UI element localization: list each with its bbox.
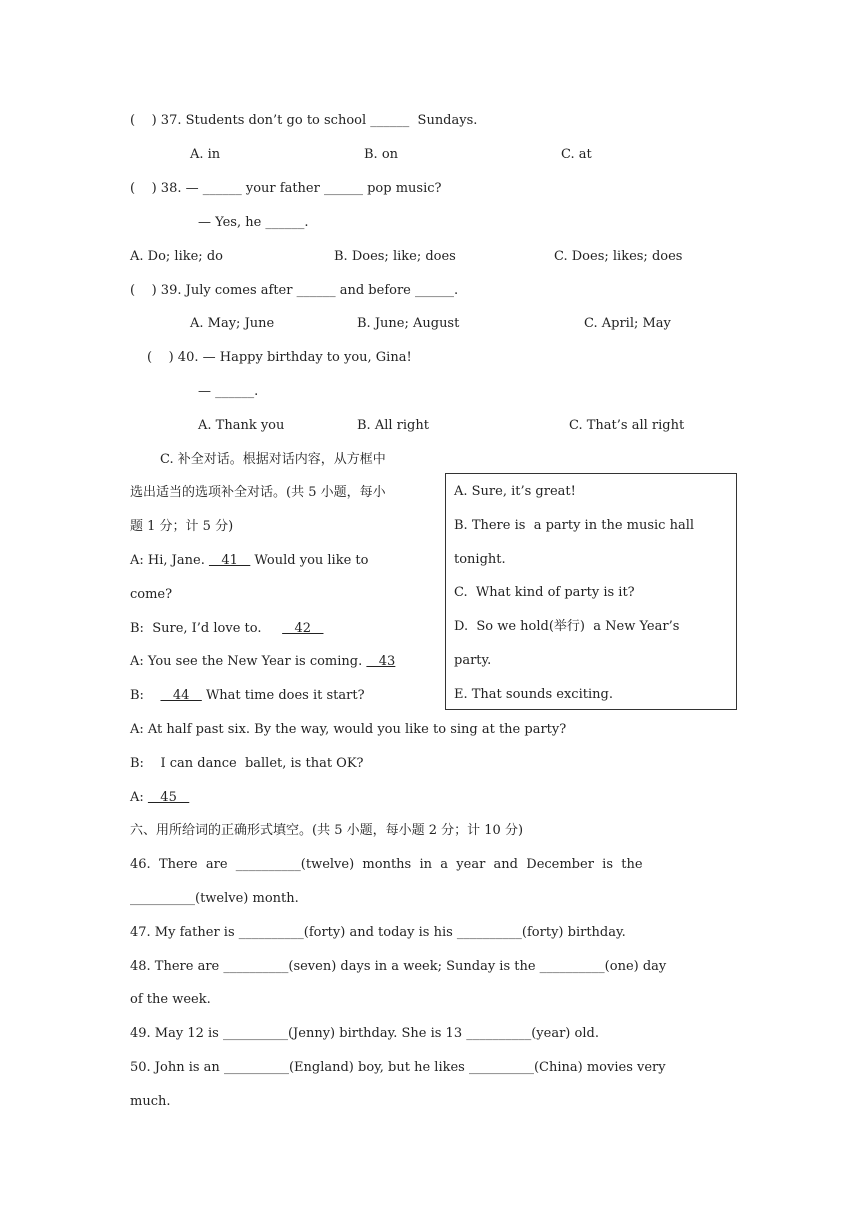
option-b: B. There is a party in the music hall — [454, 518, 695, 533]
dialogue-line-5: A: At half past six. By the way, would you like to sing at the party? — [130, 722, 567, 737]
question-47: 47. My father is __________(forty) and today is his __________(forty) birthday. — [130, 925, 626, 940]
blank-41: 41 — [208, 553, 251, 568]
dialogue-line-6: B: I can dance ballet, is that OK? — [130, 756, 364, 771]
question-50-cont: much. — [130, 1094, 171, 1109]
question-49: 49. May 12 is __________(Jenny) birthday. She is 13 __________(year) old. — [130, 1026, 599, 1041]
q39-option-c: C. April; May — [584, 316, 671, 331]
q38-option-a: A. Do; like; do — [130, 249, 223, 264]
question-46: 46. There are __________(twelve) months in a year and December is the — [130, 857, 643, 872]
option-b-cont: tonight. — [454, 552, 506, 567]
dialogue-line-4: B: 44 What time does it start? — [130, 688, 365, 703]
question-48: 48. There are __________(seven) days in a week; Sunday is the __________(one) day — [130, 959, 667, 974]
question-39: ( ) 39. July comes after ______ and before ______. — [130, 283, 459, 298]
option-a: A. Sure, it’s great! — [454, 484, 576, 499]
blank-44: 44 — [160, 688, 202, 703]
q37-option-c: C. at — [561, 147, 592, 162]
question-38: ( ) 38. — ______ your father ______ pop music? — [130, 181, 442, 196]
q40-option-a: A. Thank you — [198, 418, 285, 433]
q39-option-b: B. June; August — [357, 316, 460, 331]
section-c-points: 题 1 分；计 5 分) — [130, 519, 234, 534]
option-e: E. That sounds exciting. — [454, 687, 613, 702]
dialogue-line-1: A: Hi, Jane. 41 Would you like to — [130, 553, 369, 568]
question-46-cont: __________(twelve) month. — [130, 891, 299, 906]
section-c-heading: C. 补全对话。根据对话内容，从方框中 — [160, 452, 386, 467]
dialogue-line-3: A: You see the New Year is coming. 43 — [130, 654, 396, 669]
question-48-cont: of the week. — [130, 992, 211, 1007]
blank-42: 42 — [282, 621, 324, 636]
q37-option-a: A. in — [190, 147, 221, 162]
blank-43: 43 — [366, 654, 396, 669]
blank-45: 45 — [147, 790, 190, 805]
dialogue-line-7: A: 45 — [130, 790, 190, 805]
q40-option-c: C. That’s all right — [569, 418, 685, 433]
question-50: 50. John is an __________(England) boy, but he likes __________(China) movies very — [130, 1060, 666, 1075]
option-d-cont: party. — [454, 653, 492, 668]
q38-option-c: C. Does; likes; does — [554, 249, 683, 264]
q39-option-a: A. May; June — [190, 316, 275, 331]
q40-reply: — ______. — [198, 384, 259, 399]
section-c-instruction: 选出适当的选项补全对话。(共 5 小题，每小 — [130, 485, 386, 500]
options-box — [445, 473, 737, 710]
q38-reply: — Yes, he ______. — [198, 215, 309, 230]
q37-option-b: B. on — [364, 147, 399, 162]
dialogue-line-2: B: Sure, I’d love to. 42 — [130, 621, 324, 636]
question-40: ( ) 40. — Happy birthday to you, Gina! — [147, 350, 412, 365]
question-37: ( ) 37. Students don’t go to school ______ Sundays. — [130, 113, 478, 128]
section-6-title: 六、用所给词的正确形式填空。(共 5 小题，每小题 2 分；计 10 分) — [130, 823, 524, 838]
option-d: D. So we hold(举行) a New Year’s — [454, 619, 680, 634]
q38-option-b: B. Does; like; does — [334, 249, 456, 264]
q40-option-b: B. All right — [357, 418, 429, 433]
option-c: C. What kind of party is it? — [454, 585, 635, 600]
dialogue-line-1-cont: come? — [130, 587, 173, 602]
